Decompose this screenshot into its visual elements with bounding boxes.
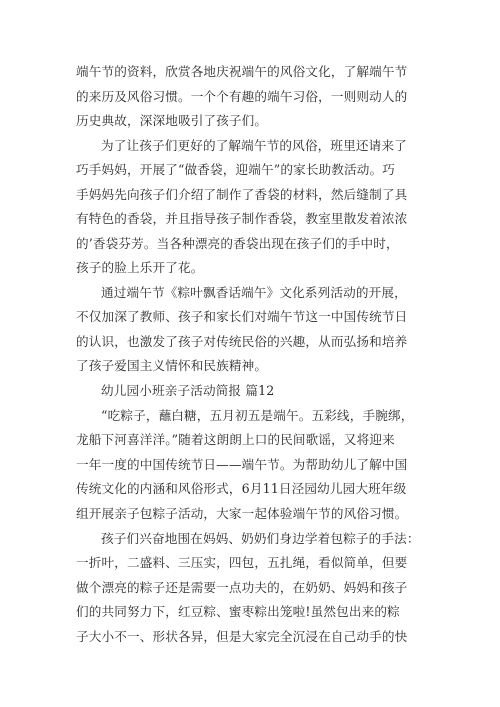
paragraph-line: 端午节的资料，欣赏各地庆祝端午的风俗文化，了解端午节 — [76, 64, 408, 79]
paragraph-line: 一折叶，二盛料、三压实，四包，五扎绳，看似简单，但要 — [76, 555, 408, 570]
paragraph-line: 不仅加深了教师、孩子和家长们对端午节这一中国传统节日 — [76, 309, 408, 324]
paragraph-line: 手妈妈先向孩子们介绍了制作了香袋的材料，然后缝制了具 — [76, 187, 408, 202]
paragraph-line: 子大小不一、形状各异，但是大家完全沉浸在自己动手的快 — [76, 629, 408, 644]
paragraph-line: 们的共同努力下，红豆粽、蜜枣粽出笼啦!虽然包出来的粽 — [76, 604, 400, 619]
paragraph-line: 龙船下河喜洋洋。”随着这朗朗上口的民间歌谣，又将迎来 — [76, 432, 395, 447]
paragraph-line: “吃粽子，蘸白糖，五月初五是端午。五彩线，手腕绑， — [101, 408, 414, 423]
paragraph-line: 做个漂亮的粽子还是需要一点功夫的，在奶奶、妈妈和孩子 — [76, 580, 408, 595]
paragraph-line: 通过端午节《粽叶飘香话端午》文化系列活动的开展， — [101, 285, 407, 300]
paragraph-line: 孩子的脸上乐开了花。 — [76, 260, 204, 275]
paragraph-line: 孩子们兴奋地围在妈妈、奶奶们身边学着包粽子的手法： — [101, 531, 420, 546]
paragraph-line: 组开展亲子包粽子活动，大家一起体验端午节的风俗习惯。 — [76, 506, 408, 521]
paragraph-line: 的’香袋芬芳。当各种漂亮的香袋出现在孩子们的手中时， — [76, 236, 399, 251]
paragraph-line: 传统文化的内涵和风俗形式，6月11日泾园幼儿园大班年级 — [76, 481, 407, 496]
paragraph-line: 的来历及风俗习惯。一个个有趣的端午习俗，一则则动人的 — [76, 89, 408, 104]
paragraph-line: 为了让孩子们更好的了解端午节的风俗，班里还请来了 — [101, 138, 407, 153]
section-heading: 幼儿园小班亲子活动简报 篇12 — [101, 383, 275, 398]
paragraph-line: 有特色的香袋，并且指导孩子制作香袋，教室里散发着浓浓 — [76, 211, 408, 226]
paragraph-line: 一年一度的中国传统节日——端午节。为帮助幼儿了解中国 — [76, 457, 408, 472]
paragraph-line: 了孩子爱国主义情怀和民族精神。 — [76, 358, 268, 373]
paragraph-line: 历史典故，深深地吸引了孩子们。 — [76, 113, 268, 128]
paragraph-line: 的认识，也激发了孩子对传统民俗的兴趣，从而弘扬和培养 — [76, 334, 408, 349]
paragraph-line: 巧手妈妈，开展了“做香袋，迎端午”的家长助教活动。巧 — [76, 162, 396, 177]
